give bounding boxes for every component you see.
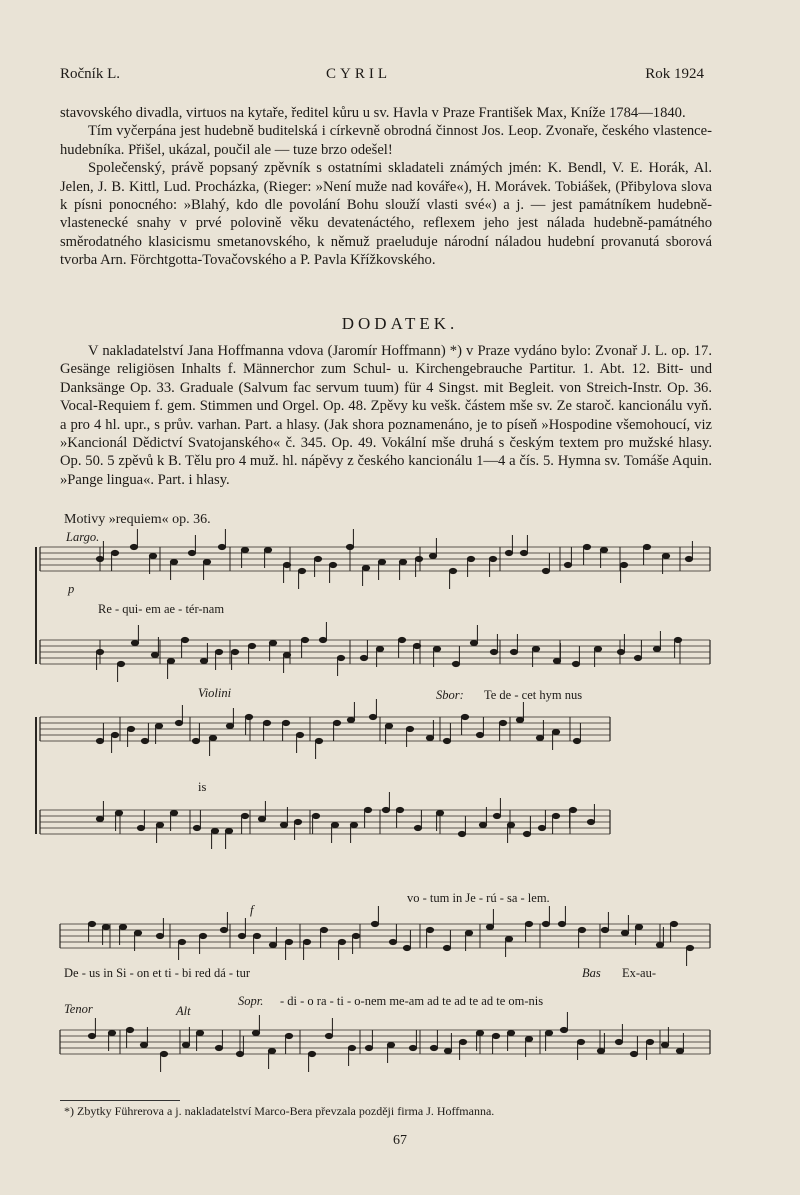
note-head (553, 658, 560, 663)
note-head (170, 810, 177, 815)
note-head (200, 658, 207, 663)
note-head (156, 822, 163, 827)
note-head (617, 649, 624, 654)
note-head (382, 807, 389, 812)
note-head (662, 553, 669, 558)
note-head (102, 924, 109, 929)
note-head (429, 553, 436, 558)
note-head (523, 831, 530, 836)
note-head (398, 637, 405, 642)
note-head (117, 661, 124, 666)
note-head (470, 640, 477, 645)
note-head (131, 640, 138, 645)
note-head (319, 637, 326, 642)
note-head (449, 568, 456, 573)
note-head (196, 1030, 203, 1035)
appendix-text (60, 342, 712, 489)
paragraph: stavovského divadla, virtuos na kytaře, ředitel kůru u sv. Havla v Praze František Max, Kníže 1784—1840. (60, 105, 686, 121)
page-number: 67 (393, 1133, 407, 1148)
header-year: Rok 1924 (645, 66, 704, 82)
note-head (283, 562, 290, 567)
note-head (231, 649, 238, 654)
note-head (476, 732, 483, 737)
note-head (215, 1045, 222, 1050)
note-head (236, 1051, 243, 1056)
note-head (88, 1033, 95, 1038)
note-head (338, 939, 345, 944)
note-head (296, 732, 303, 737)
lyrics-line: - di - o ra - ti - o-nem me-am ad te ad te ad te om-nis (280, 994, 544, 1008)
note-head (280, 822, 287, 827)
note-head (507, 822, 514, 827)
instrument-label: Violini (198, 686, 232, 700)
note-head (492, 1033, 499, 1038)
note-head (396, 807, 403, 812)
note-head (329, 562, 336, 567)
note-head (635, 924, 642, 929)
note-head (634, 655, 641, 660)
note-head (552, 813, 559, 818)
note-head (347, 717, 354, 722)
note-head (493, 813, 500, 818)
note-head (542, 921, 549, 926)
note-head (465, 930, 472, 935)
note-head (303, 939, 310, 944)
note-head (308, 1051, 315, 1056)
note-head (115, 810, 122, 815)
note-head (552, 729, 559, 734)
note-head (406, 726, 413, 731)
note-head (583, 544, 590, 549)
note-head (285, 1033, 292, 1038)
note-head (674, 637, 681, 642)
note-head (656, 942, 663, 947)
note-head (630, 1051, 637, 1056)
note-head (399, 559, 406, 564)
note-head (670, 921, 677, 926)
note-head (170, 559, 177, 564)
note-head (499, 720, 506, 725)
note-head (352, 933, 359, 938)
note-head (325, 1033, 332, 1038)
note-head (490, 649, 497, 654)
lyrics-line: Te de - cet hym nus (484, 688, 583, 702)
note-head (156, 933, 163, 938)
note-head (141, 738, 148, 743)
note-head (263, 720, 270, 725)
note-head (301, 637, 308, 642)
note-head (96, 738, 103, 743)
note-head (126, 1027, 133, 1032)
note-head (545, 1030, 552, 1035)
note-head (360, 655, 367, 660)
note-head (387, 1042, 394, 1047)
note-head (226, 723, 233, 728)
note-head (215, 649, 222, 654)
note-head (245, 714, 252, 719)
music-caption: Motivy »requiem« op. 36. (64, 512, 211, 527)
note-head (320, 927, 327, 932)
note-head (130, 544, 137, 549)
note-head (461, 714, 468, 719)
note-head (385, 723, 392, 728)
note-head (283, 652, 290, 657)
note-head (140, 1042, 147, 1047)
note-head (577, 1039, 584, 1044)
note-head (203, 559, 210, 564)
note-head (414, 825, 421, 830)
note-head (516, 717, 523, 722)
note-head (199, 933, 206, 938)
note-head (371, 921, 378, 926)
note-head (192, 738, 199, 743)
note-head (96, 649, 103, 654)
note-head (601, 927, 608, 932)
note-head (312, 813, 319, 818)
note-head (458, 831, 465, 836)
running-header (60, 66, 704, 90)
note-head (269, 640, 276, 645)
note-head (253, 933, 260, 938)
note-head (415, 556, 422, 561)
note-head (505, 936, 512, 941)
note-head (108, 1030, 115, 1035)
music-notation (0, 500, 800, 1100)
note-head (134, 930, 141, 935)
note-head (459, 1039, 466, 1044)
voice-label: Alt (176, 1004, 191, 1018)
note-head (476, 1030, 483, 1035)
note-head (389, 939, 396, 944)
note-head (538, 825, 545, 830)
note-head (686, 945, 693, 950)
section-heading: DODATEK. (341, 314, 459, 333)
note-head (525, 1036, 532, 1041)
note-head (111, 732, 118, 737)
note-head (653, 646, 660, 651)
music-example (0, 500, 800, 1100)
note-head (285, 939, 292, 944)
note-head (111, 550, 118, 555)
note-head (268, 1048, 275, 1053)
note-head (225, 828, 232, 833)
footnote: *) Zbytky Führerova a j. nakladatelství Marco-Bera převzala později firma J. Hoffmanna. (64, 1104, 495, 1118)
note-head (685, 556, 692, 561)
note-head (376, 646, 383, 651)
note-head (364, 807, 371, 812)
note-head (572, 661, 579, 666)
note-head (238, 933, 245, 938)
note-head (510, 649, 517, 654)
note-head (597, 1048, 604, 1053)
note-head (182, 1042, 189, 1047)
note-head (426, 735, 433, 740)
paragraph: V nakladatelství Jana Hoffmanna vdova (Jaromír Hoffmann) *) v Praze vydáno bylo: Zvonař J. L. op. 17. Gesänge religiösen Inhalts f. Männerchor zum Schul- u. Kirchengebrauche Partitur. 1. Abt. 12. Bitt- und Danksänge Op. 33. Graduale (Salvum fac servum tuum) für 4 Singst. mit Begleit. von Streich-Instr. Op. 36. Vocal-Requiem f. gem. Stimmen und Orgel. Op. 48. Zpěvy ku vešk. částem mše sv. Ze staroč. kancionálu vyň. a pro 4 hl. upr., s prův. varhan. Part. a hlasy. (Jak shora poznamenáno, je to píseň »Hospodine všemohoucí, viz »Kancionál Dědictví Svatojanského« č. 345. Op. 49. Vokální mše druhá s českým textem pro mužské hlasy. Op. 50. 5 zpěvů k B. Tělu pro 4 muž. hl. nápěvy z českého kancionálu 1—4 a čís. 5. Hymna sv. Tomáše Aquin. »Pange lingua«. Part. i hlasy. (60, 343, 712, 488)
note-head (600, 547, 607, 552)
note-head (96, 556, 103, 561)
note-head (282, 720, 289, 725)
note-head (443, 738, 450, 743)
note-head (365, 1045, 372, 1050)
note-head (564, 562, 571, 567)
note-head (193, 825, 200, 830)
note-head (369, 714, 376, 719)
note-head (430, 1045, 437, 1050)
note-head (218, 544, 225, 549)
tempo-marking: Largo. (66, 530, 100, 544)
note-head (426, 927, 433, 932)
note-head (331, 822, 338, 827)
lyrics-fragment: Ex-au- (622, 966, 657, 980)
note-head (350, 822, 357, 827)
note-head (188, 550, 195, 555)
note-head (252, 1030, 259, 1035)
note-head (178, 939, 185, 944)
header-journal-title: CYRIL (326, 66, 391, 82)
dynamic-marking: p (68, 582, 75, 596)
note-head (96, 816, 103, 821)
note-head (155, 723, 162, 728)
voice-label: Sopr. (238, 994, 264, 1008)
note-head (175, 720, 182, 725)
note-head (587, 819, 594, 824)
note-head (220, 927, 227, 932)
note-head (248, 643, 255, 648)
note-head (532, 646, 539, 651)
paragraph: Společenský, právě popsaný zpěvník s ostatními skladateli známých jmén: K. Bendl, V. E. Horák, Al. Jelen, J. B. Kittl, Lud. Procházka, (Rieger: »Není muže nad kováře«), H. Morávek. Tobiášek, (Přibylova slova k písni ponocného: »Blahý, kdo dle povolání Bohu slouží vlasti své«) a j. — jest památníkem hudebně-vlastenecké snahy v prvé polovině věku devatenáctého, reflexem jeho jest nálada hudebně-památného směrodatného klasicismu smetanovského, k němuž praeluduje národní náladou hudební provanutá sborová tvorba Arn. Förchtgotta-Tovačovského a P. Pavla Křížkovského. (60, 160, 712, 269)
note-head (578, 927, 585, 932)
note-head (452, 661, 459, 666)
note-head (149, 553, 156, 558)
note-head (621, 930, 628, 935)
note-head (661, 1042, 668, 1047)
voice-label: Tenor (64, 1002, 93, 1016)
note-head (258, 816, 265, 821)
note-head (298, 568, 305, 573)
note-head (676, 1048, 683, 1053)
lyrics-fragment: is (198, 780, 207, 794)
note-head (294, 819, 301, 824)
footnote-rule (60, 1100, 180, 1101)
note-head (433, 646, 440, 651)
note-head (333, 720, 340, 725)
lyrics-line: Re - qui- em ae - tér-nam (98, 602, 225, 616)
note-head (160, 1051, 167, 1056)
note-head (127, 726, 134, 731)
note-head (569, 807, 576, 812)
paragraph: Tím vyčerpána jest hudebně buditelská i církevně obrodná činnost Jos. Leop. Zvonaře, českého vlastence-hudebníka. Přišel, ukázal, poučil ale — tuze brzo odešel! (60, 123, 712, 158)
note-head (542, 568, 549, 573)
note-head (137, 825, 144, 830)
note-head (314, 556, 321, 561)
note-head (88, 921, 95, 926)
note-head (151, 652, 158, 657)
note-head (346, 544, 353, 549)
note-head (594, 646, 601, 651)
note-head (486, 924, 493, 929)
note-head (211, 828, 218, 833)
note-head (337, 655, 344, 660)
note-head (646, 1039, 653, 1044)
note-head (241, 547, 248, 552)
note-head (558, 921, 565, 926)
note-head (560, 1027, 567, 1032)
note-head (643, 544, 650, 549)
note-head (209, 735, 216, 740)
note-head (505, 550, 512, 555)
header-volume: Ročník L. (60, 66, 120, 82)
note-head (264, 547, 271, 552)
note-head (241, 813, 248, 818)
note-head (573, 738, 580, 743)
note-head (620, 562, 627, 567)
note-head (413, 643, 420, 648)
lyrics-line: vo - tum in Je - rú - sa - lem. (407, 891, 550, 905)
lyrics-line: De - us in Si - on et ti - bi red dá - tur (64, 966, 251, 980)
body-text-block (60, 104, 712, 270)
note-head (167, 658, 174, 663)
note-head (378, 559, 385, 564)
note-head (520, 550, 527, 555)
note-head (362, 565, 369, 570)
dynamic-marking: f (250, 903, 254, 917)
note-head (443, 945, 450, 950)
note-head (489, 556, 496, 561)
note-head (269, 942, 276, 947)
note-head (403, 945, 410, 950)
note-head (615, 1039, 622, 1044)
note-head (348, 1045, 355, 1050)
note-head (525, 921, 532, 926)
note-head (467, 556, 474, 561)
note-head (315, 738, 322, 743)
choir-label: Sbor: (436, 688, 464, 702)
note-head (444, 1048, 451, 1053)
voice-label: Bas (582, 966, 601, 980)
note-head (536, 735, 543, 740)
note-head (409, 1045, 416, 1050)
note-head (479, 822, 486, 827)
note-head (507, 1030, 514, 1035)
note-head (436, 810, 443, 815)
note-head (119, 924, 126, 929)
note-head (181, 637, 188, 642)
